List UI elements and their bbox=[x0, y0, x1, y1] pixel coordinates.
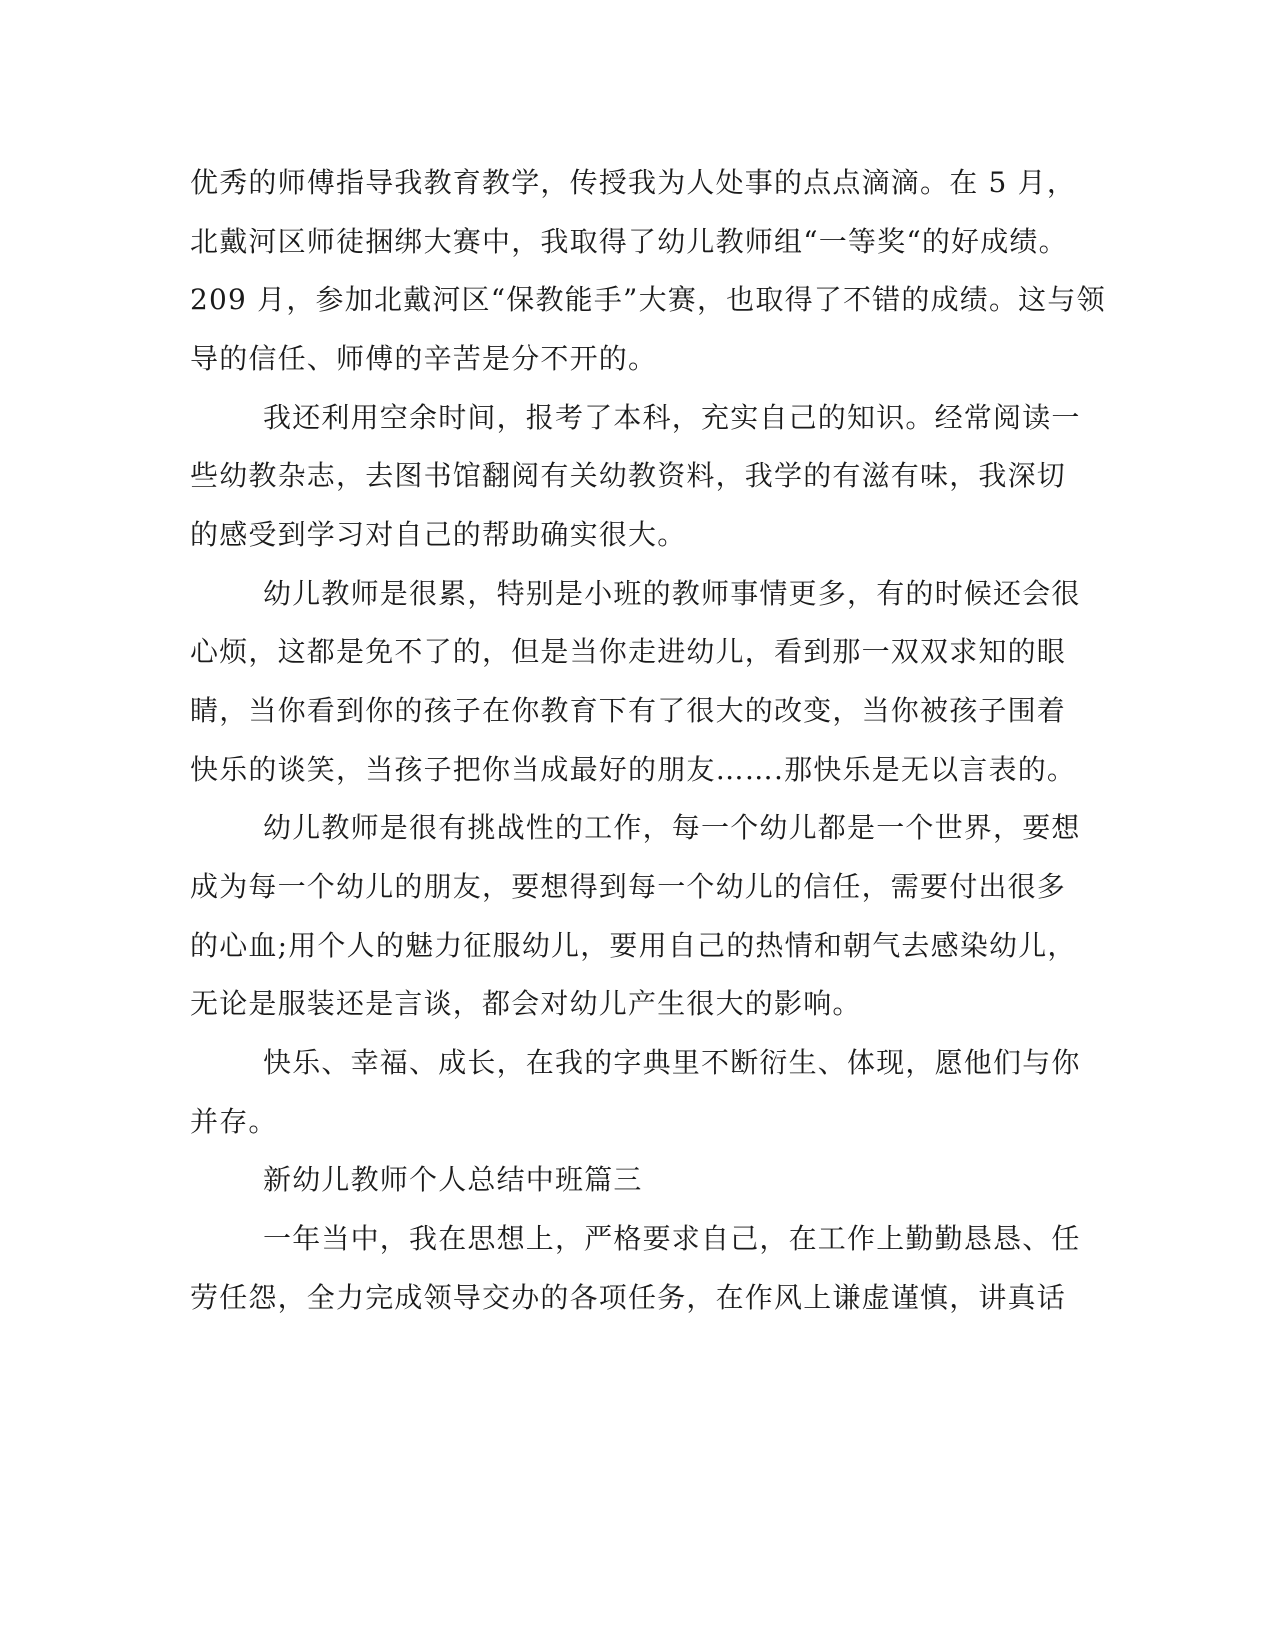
text-line: 一年当中，我在思想上，严格要求自己，在工作上勤勤恳恳、任 bbox=[263, 1222, 1081, 1255]
text-line: 的心血;用个人的魅力征服幼儿，要用自己的热情和朝气去感染幼儿， bbox=[190, 929, 1077, 962]
text-line: 劳任怨，全力完成领导交办的各项任务，在作风上谦虚谨慎，讲真话 bbox=[190, 1281, 1067, 1314]
text-line: 睛，当你看到你的孩子在你教育下有了很大的改变，当你被孩子围着 bbox=[190, 694, 1067, 727]
text-line: 些幼教杂志，去图书馆翻阅有关幼教资料，我学的有滋有味，我深切 bbox=[190, 459, 1067, 492]
text-line: 无论是服装还是言谈，都会对幼儿产生很大的影响。 bbox=[190, 987, 862, 1020]
text-line: 北戴河区师徒捆绑大赛中，我取得了幼儿教师组“一等奖“的好成绩。 bbox=[190, 225, 1068, 258]
text-line: 成为每一个幼儿的朋友，要想得到每一个幼儿的信任，需要付出很多 bbox=[190, 870, 1067, 903]
text-line: 幼儿教师是很累，特别是小班的教师事情更多，有的时候还会很 bbox=[263, 577, 1081, 610]
text-line: 并存。 bbox=[190, 1105, 278, 1138]
text-line: 快乐、幸福、成长，在我的字典里不断衍生、体现，愿他们与你 bbox=[263, 1046, 1081, 1079]
text-line: 的感受到学习对自己的帮助确实很大。 bbox=[190, 518, 687, 551]
text-line: 优秀的师傅指导我教育教学，传授我为人处事的点点滴滴。在 5 月， bbox=[190, 166, 1077, 199]
text-line: 209 月，参加北戴河区“保教能手”大赛，也取得了不错的成绩。这与领 bbox=[190, 283, 1106, 316]
text-line: 导的信任、师傅的辛苦是分不开的。 bbox=[190, 342, 658, 375]
text-line: 快乐的谈笑，当孩子把你当成最好的朋友…….那快乐是无以言表的。 bbox=[190, 753, 1077, 786]
text-line: 幼儿教师是很有挑战性的工作，每一个幼儿都是一个世界，要想 bbox=[263, 811, 1081, 844]
text-line: 心烦，这都是免不了的，但是当你走进幼儿，看到那一双双求知的眼 bbox=[190, 635, 1067, 668]
text-line: 我还利用空余时间，报考了本科，充实自己的知识。经常阅读一 bbox=[263, 401, 1081, 434]
section-heading: 新幼儿教师个人总结中班篇三 bbox=[263, 1163, 643, 1196]
